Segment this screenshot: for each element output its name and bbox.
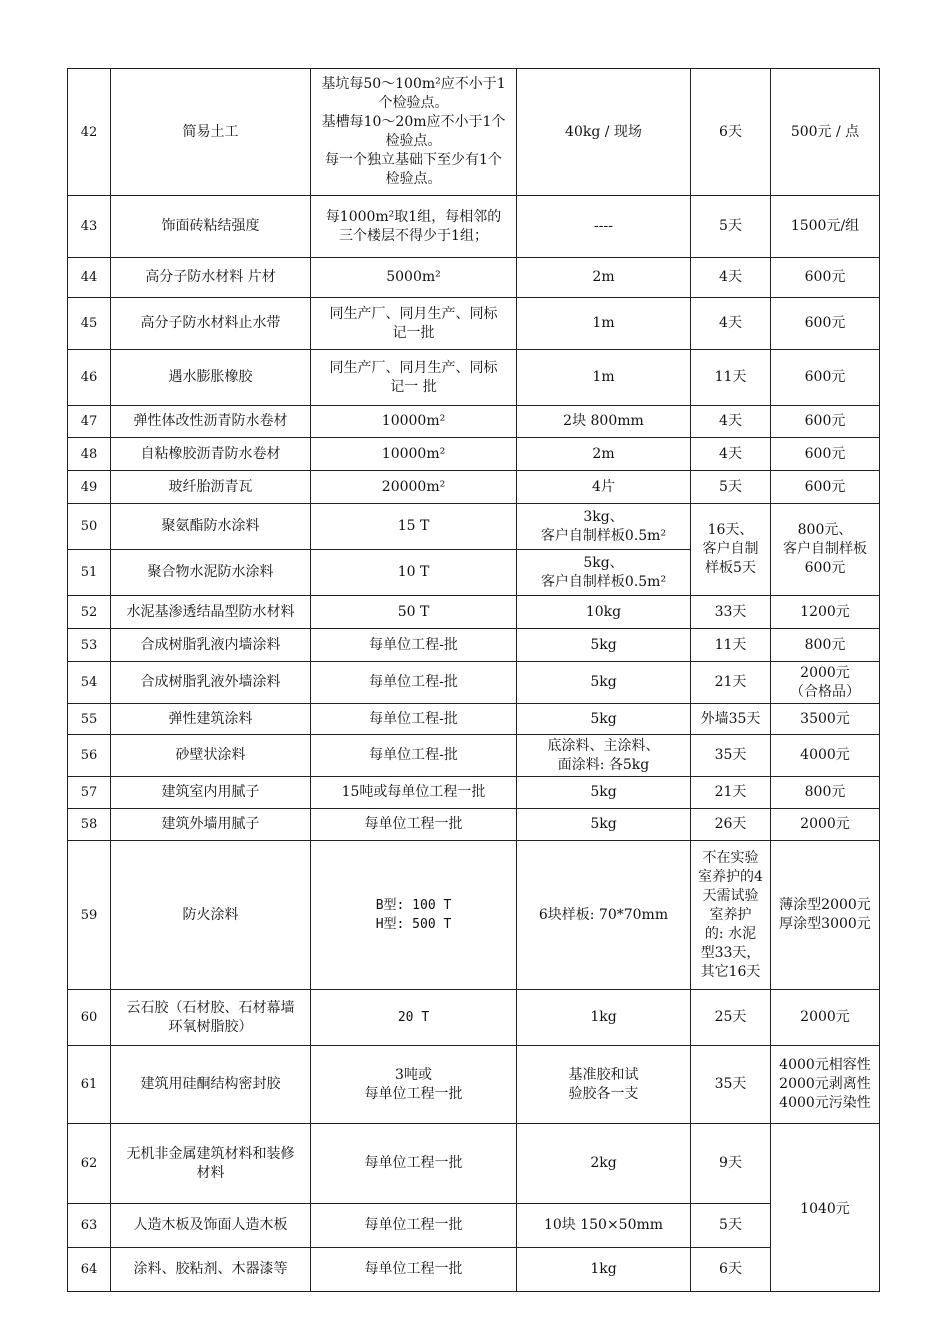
table-row xyxy=(68,504,880,550)
sample-size: 5kg xyxy=(517,629,691,662)
row-number: 53 xyxy=(68,629,111,662)
sampling-scope: 20000m² xyxy=(311,471,517,504)
row-number: 51 xyxy=(68,550,111,596)
test-duration: 4天 xyxy=(691,438,771,471)
sampling-scope: 基坑每50～100m²应不小于1 个检验点。 基槽每10～20m应不小于1个 检验点。 每一个独立基础下至少有1个 检验点。 xyxy=(311,69,517,196)
sample-size: 底涂料、主涂料、 面涂料: 各5kg xyxy=(517,735,691,777)
item-name: 遇水膨胀橡胶 xyxy=(111,350,311,406)
row-number: 50 xyxy=(68,504,111,550)
item-name: 饰面砖粘结强度 xyxy=(111,196,311,258)
row-number: 57 xyxy=(68,777,111,809)
sample-size: 5kg xyxy=(517,662,691,704)
table-row xyxy=(68,1046,880,1124)
item-name: 无机非金属建筑材料和装修 材料 xyxy=(111,1124,311,1204)
row-number: 61 xyxy=(68,1046,111,1124)
table-row xyxy=(68,258,880,298)
test-duration: 11天 xyxy=(691,350,771,406)
test-fee: 800元 xyxy=(771,629,880,662)
test-fee: 2000元 （合格品） xyxy=(771,662,880,704)
test-fee: 600元 xyxy=(771,438,880,471)
item-name: 弹性体改性沥青防水卷材 xyxy=(111,406,311,438)
row-number: 58 xyxy=(68,809,111,841)
test-duration: 5天 xyxy=(691,196,771,258)
table-row xyxy=(68,406,880,438)
item-name: 玻纤胎沥青瓦 xyxy=(111,471,311,504)
row-number: 46 xyxy=(68,350,111,406)
sampling-scope: 同生产厂、同月生产、同标 记一批 xyxy=(311,298,517,350)
item-name: 自粘橡胶沥青防水卷材 xyxy=(111,438,311,471)
test-duration: 21天 xyxy=(691,662,771,704)
table-row xyxy=(68,196,880,258)
item-name: 聚氨酯防水涂料 xyxy=(111,504,311,550)
item-name: 合成树脂乳液内墙涂料 xyxy=(111,629,311,662)
test-fee: 800元、 客户自制样板 600元 xyxy=(771,504,880,596)
table-row xyxy=(68,350,880,406)
sampling-scope: 15吨或每单位工程一批 xyxy=(311,777,517,809)
sample-size: 2kg xyxy=(517,1124,691,1204)
test-duration: 21天 xyxy=(691,777,771,809)
item-name: 建筑室内用腻子 xyxy=(111,777,311,809)
test-duration: 5天 xyxy=(691,471,771,504)
sample-size: 4片 xyxy=(517,471,691,504)
item-name: 砂壁状涂料 xyxy=(111,735,311,777)
sampling-scope: 15 T xyxy=(311,504,517,550)
row-number: 60 xyxy=(68,990,111,1046)
table-row xyxy=(68,629,880,662)
sampling-scope: 10 T xyxy=(311,550,517,596)
item-name: 建筑用硅酮结构密封胶 xyxy=(111,1046,311,1124)
sample-size: 3kg、 客户自制样板0.5m² xyxy=(517,504,691,550)
test-fee: 800元 xyxy=(771,777,880,809)
sampling-scope: 每单位工程一批 xyxy=(311,1248,517,1292)
item-name: 简易土工 xyxy=(111,69,311,196)
row-number: 42 xyxy=(68,69,111,196)
item-name: 人造木板及饰面人造木板 xyxy=(111,1204,311,1248)
inspection-fee-table xyxy=(67,68,880,1292)
row-number: 63 xyxy=(68,1204,111,1248)
test-fee: 500元 / 点 xyxy=(771,69,880,196)
sampling-scope: 每单位工程-批 xyxy=(311,735,517,777)
sampling-scope: 每单位工程一批 xyxy=(311,809,517,841)
sample-size: 10kg xyxy=(517,596,691,629)
sampling-scope: 5000m² xyxy=(311,258,517,298)
item-name: 水泥基渗透结晶型防水材料 xyxy=(111,596,311,629)
test-fee: 600元 xyxy=(771,258,880,298)
sampling-scope: 10000m² xyxy=(311,438,517,471)
item-name: 高分子防水材料 片材 xyxy=(111,258,311,298)
sampling-scope: 20 T xyxy=(311,990,517,1046)
table-row xyxy=(68,438,880,471)
table-row xyxy=(68,735,880,777)
sampling-scope: 50 T xyxy=(311,596,517,629)
sample-size: 1m xyxy=(517,350,691,406)
item-name: 涂料、胶粘剂、木器漆等 xyxy=(111,1248,311,1292)
test-duration: 9天 xyxy=(691,1124,771,1204)
sample-size: ---- xyxy=(517,196,691,258)
row-number: 43 xyxy=(68,196,111,258)
sampling-scope: 每单位工程-批 xyxy=(311,629,517,662)
sampling-scope: B型: 100 T H型: 500 T xyxy=(311,841,517,990)
sampling-scope: 3吨或 每单位工程一批 xyxy=(311,1046,517,1124)
sample-size: 2m xyxy=(517,258,691,298)
sample-size: 1kg xyxy=(517,1248,691,1292)
sample-size: 2块 800mm xyxy=(517,406,691,438)
row-number: 44 xyxy=(68,258,111,298)
row-number: 49 xyxy=(68,471,111,504)
sample-size: 2m xyxy=(517,438,691,471)
test-duration: 11天 xyxy=(691,629,771,662)
row-number: 62 xyxy=(68,1124,111,1204)
test-fee: 600元 xyxy=(771,298,880,350)
sample-size: 1kg xyxy=(517,990,691,1046)
row-number: 52 xyxy=(68,596,111,629)
sample-size: 5kg xyxy=(517,777,691,809)
test-duration: 4天 xyxy=(691,406,771,438)
table-row xyxy=(68,662,880,704)
row-number: 56 xyxy=(68,735,111,777)
sample-size: 5kg、 客户自制样板0.5m² xyxy=(517,550,691,596)
table-row xyxy=(68,298,880,350)
sample-size: 10块 150×50mm xyxy=(517,1204,691,1248)
item-name: 建筑外墙用腻子 xyxy=(111,809,311,841)
table-row xyxy=(68,777,880,809)
sample-size: 6块样板: 70*70mm xyxy=(517,841,691,990)
test-duration: 35天 xyxy=(691,735,771,777)
sampling-scope: 10000m² xyxy=(311,406,517,438)
test-fee: 600元 xyxy=(771,350,880,406)
sample-size: 基准胶和试 验胶各一支 xyxy=(517,1046,691,1124)
test-fee: 1200元 xyxy=(771,596,880,629)
test-duration: 33天 xyxy=(691,596,771,629)
row-number: 64 xyxy=(68,1248,111,1292)
item-name: 合成树脂乳液外墙涂料 xyxy=(111,662,311,704)
test-duration: 35天 xyxy=(691,1046,771,1124)
sampling-scope: 每单位工程-批 xyxy=(311,704,517,735)
table-row xyxy=(68,1124,880,1204)
table-row xyxy=(68,69,880,196)
item-name: 聚合物水泥防水涂料 xyxy=(111,550,311,596)
test-fee: 3500元 xyxy=(771,704,880,735)
test-duration: 5天 xyxy=(691,1204,771,1248)
sample-size: 5kg xyxy=(517,704,691,735)
item-name: 弹性建筑涂料 xyxy=(111,704,311,735)
test-duration: 16天、 客户自制 样板5天 xyxy=(691,504,771,596)
item-name: 防火涂料 xyxy=(111,841,311,990)
row-number: 59 xyxy=(68,841,111,990)
test-fee: 1040元 xyxy=(771,1124,880,1292)
table-row xyxy=(68,1248,880,1292)
table-row xyxy=(68,596,880,629)
row-number: 54 xyxy=(68,662,111,704)
table-row xyxy=(68,990,880,1046)
test-duration: 6天 xyxy=(691,1248,771,1292)
test-duration: 外墙35天 xyxy=(691,704,771,735)
table-row xyxy=(68,471,880,504)
test-fee: 2000元 xyxy=(771,990,880,1046)
sampling-scope: 每单位工程一批 xyxy=(311,1204,517,1248)
item-name: 高分子防水材料止水带 xyxy=(111,298,311,350)
test-fee: 4000元相容性 2000元剥离性 4000元污染性 xyxy=(771,1046,880,1124)
row-number: 55 xyxy=(68,704,111,735)
test-duration: 4天 xyxy=(691,258,771,298)
table-row xyxy=(68,704,880,735)
sampling-scope: 同生产厂、同月生产、同标 记一 批 xyxy=(311,350,517,406)
test-duration: 25天 xyxy=(691,990,771,1046)
table-row xyxy=(68,841,880,990)
table-row xyxy=(68,1204,880,1248)
test-fee: 薄涂型2000元 厚涂型3000元 xyxy=(771,841,880,990)
table-row xyxy=(68,809,880,841)
item-name: 云石胶（石材胶、石材幕墙 环氧树脂胶） xyxy=(111,990,311,1046)
sampling-scope: 每1000m²取1组，每相邻的 三个楼层不得少于1组； xyxy=(311,196,517,258)
test-fee: 600元 xyxy=(771,471,880,504)
row-number: 48 xyxy=(68,438,111,471)
row-number: 45 xyxy=(68,298,111,350)
test-fee: 600元 xyxy=(771,406,880,438)
sample-size: 5kg xyxy=(517,809,691,841)
test-duration: 26天 xyxy=(691,809,771,841)
sampling-scope: 每单位工程一批 xyxy=(311,1124,517,1204)
sampling-scope: 每单位工程-批 xyxy=(311,662,517,704)
test-duration: 6天 xyxy=(691,69,771,196)
sample-size: 1m xyxy=(517,298,691,350)
test-duration: 4天 xyxy=(691,298,771,350)
sample-size: 40kg / 现场 xyxy=(517,69,691,196)
test-duration: 不在实验 室养护的4 天需试验 室养护 的: 水泥 型33天， 其它16天 xyxy=(691,841,771,990)
test-fee: 2000元 xyxy=(771,809,880,841)
test-fee: 1500元/组 xyxy=(771,196,880,258)
test-fee: 4000元 xyxy=(771,735,880,777)
row-number: 47 xyxy=(68,406,111,438)
